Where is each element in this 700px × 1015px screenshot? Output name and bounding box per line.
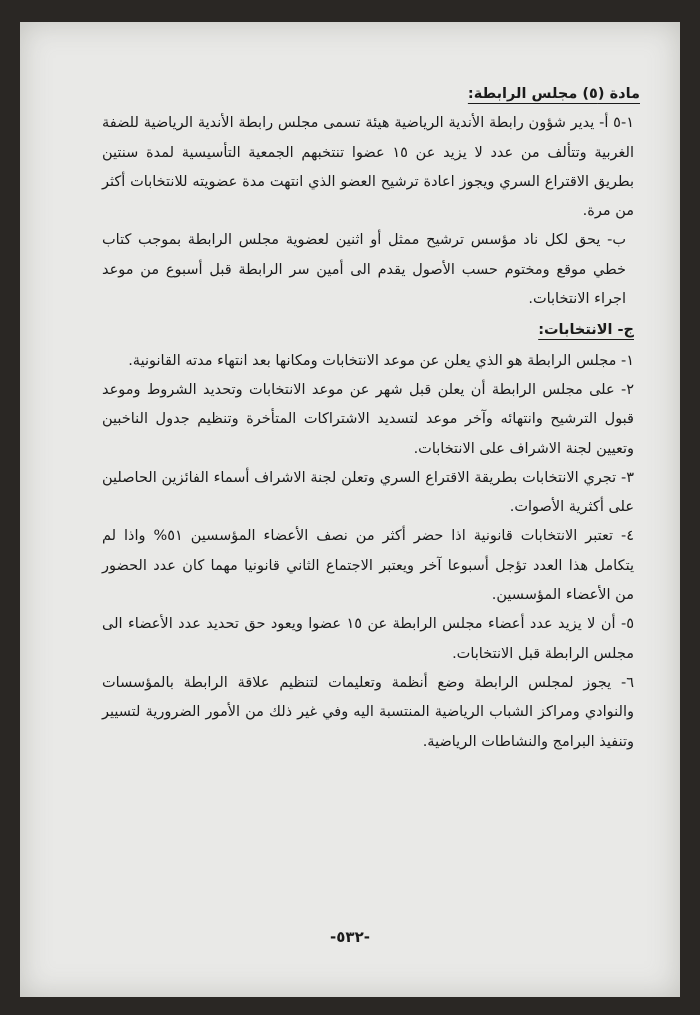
election-item-1: ١- مجلس الرابطة هو الذي يعلن عن موعد الانتخابات ومكانها بعد انتهاء مدته القانونية.	[128, 352, 634, 369]
election-item-4: ٤- تعتبر الانتخابات قانونية اذا حضر أكثر من نصف الأعضاء المؤسسين ٥١% واذا لم يتكامل هذا العدد تؤجل أسبوعا آخر ويعتبر الاجتماع الثاني قانونيا مهما كان عدد الحضور من الأعضاء المؤسسين.	[102, 528, 634, 604]
election-item-6: ٦- يجوز لمجلس الرابطة وضع أنظمة وتعليمات لتنظيم علاقة الرابطة بالمؤسسات والنوادي ومراكز الشباب الرياضية المنتسبة اليه وفي غير ذلك من الأمور الضرورية لتسيير وتنفيذ البرامج والنشاطات الرياضية.	[102, 674, 634, 750]
elections-heading: ج- الانتخابات:	[538, 322, 634, 339]
paragraph-b: ب- يحق لكل ناد مؤسس ترشيح ممثل أو اثنين لعضوية مجلس الرابطة بموجب كتاب خطي موقع ومختوم حسب الأصول يقدم الى أمين سر الرابطة قبل أسبوع من موعد اجراء الانتخابات.	[102, 232, 626, 308]
article-body	[102, 80, 640, 757]
page-number: -٥٣٢-	[330, 928, 370, 946]
election-item-3: ٣- تجري الانتخابات بطريقة الاقتراع السري وتعلن لجنة الاشراف أسماء الفائزين الحاصلين على أكثرية الأصوات.	[102, 469, 634, 516]
document-page	[20, 22, 680, 997]
article-heading: مادة (٥) مجلس الرابطة:	[467, 86, 640, 102]
election-item-2: ٢- على مجلس الرابطة أن يعلن قبل شهر عن موعد الانتخابات وتحديد الشروط وموعد قبول الترشيح وانتهائه وآخر موعد لتسديد الاشتراكات المتأخرة وتنظيم جدول الناخبين وتعيين لجنة الاشراف على الانتخابات.	[102, 381, 634, 457]
election-item-5: ٥- أن لا يزيد عدد أعضاء مجلس الرابطة عن ١٥ عضوا ويعود حق تحديد عدد الأعضاء الى مجلس الرابطة قبل الانتخابات.	[102, 616, 634, 662]
paragraph-a: ١-٥ أ- يدير شؤون رابطة الأندية الرياضية هيئة تسمى مجلس رابطة الأندية الرياضية للضفة الغربية وتتألف من عدد لا يزيد عن ١٥ عضوا تنتخبهم الجمعية التأسيسية لمدة سنتين بطريق الاقتراع السري ويجوز اعادة ترشيح العضو الذي انتهت مدة عضويته للانتخابات أكثر من مرة.	[102, 115, 634, 220]
